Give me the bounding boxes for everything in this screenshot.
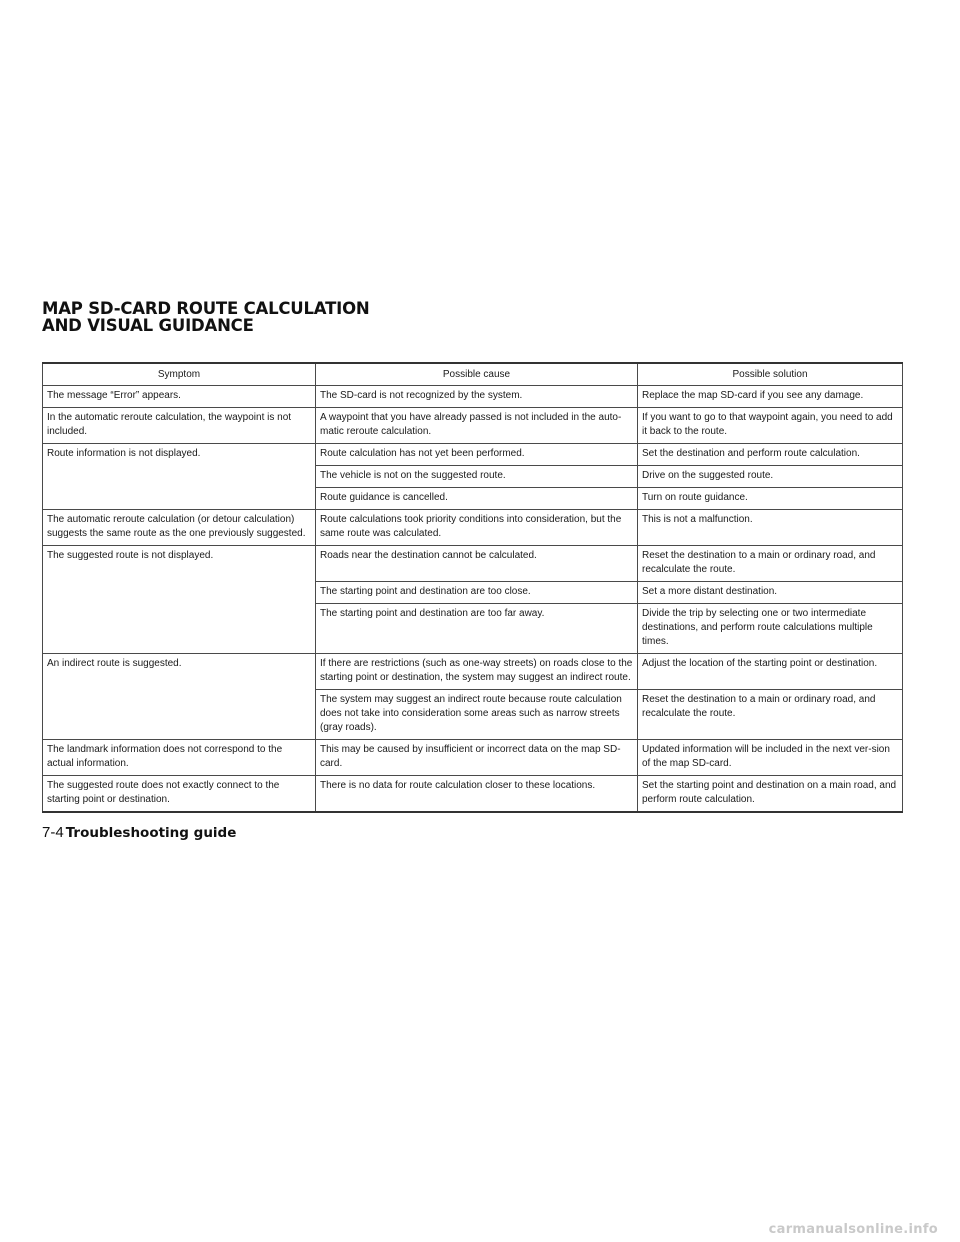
column-header-possible-solution: Possible solution: [638, 363, 903, 386]
section-title-line-1: MAP SD-CARD ROUTE CALCULATION: [42, 299, 370, 318]
table-row: [43, 408, 903, 444]
cause-cell: If there are restrictions (such as one-way streets) on roads close to the starting point or destination, the system may suggest an indirect route.: [316, 654, 638, 690]
table-row: [43, 444, 903, 466]
troubleshooting-table: [42, 362, 903, 813]
cause-cell: There is no data for route calculation closer to these locations.: [316, 776, 638, 813]
table-row: [43, 776, 903, 813]
symptom-cell: An indirect route is suggested.: [43, 654, 316, 740]
solution-cell: Reset the destination to a main or ordinary road, and recalculate the route.: [638, 690, 903, 740]
cause-cell: A waypoint that you have already passed is not included in the auto-matic reroute calculation.: [316, 408, 638, 444]
solution-cell: Set the destination and perform route calculation.: [638, 444, 903, 466]
solution-cell: Set a more distant destination.: [638, 582, 903, 604]
solution-cell: Replace the map SD-card if you see any damage.: [638, 386, 903, 408]
table-row: [43, 740, 903, 776]
cause-cell: The starting point and destination are too close.: [316, 582, 638, 604]
solution-cell: Reset the destination to a main or ordinary road, and recalculate the route.: [638, 546, 903, 582]
symptom-cell: The suggested route is not displayed.: [43, 546, 316, 654]
symptom-cell: In the automatic reroute calculation, the waypoint is not included.: [43, 408, 316, 444]
solution-cell: Set the starting point and destination on a main road, and perform route calculation.: [638, 776, 903, 813]
cause-cell: The vehicle is not on the suggested route.: [316, 466, 638, 488]
symptom-cell: The automatic reroute calculation (or detour calculation) suggests the same route as the one previously suggested.: [43, 510, 316, 546]
solution-cell: If you want to go to that waypoint again, you need to add it back to the route.: [638, 408, 903, 444]
table-row: [43, 386, 903, 408]
table-header-row: [43, 363, 903, 386]
symptom-cell: The message “Error” appears.: [43, 386, 316, 408]
section-title: [42, 300, 370, 334]
cause-cell: Route calculations took priority conditions into consideration, but the same route was calculated.: [316, 510, 638, 546]
chapter-title: Troubleshooting guide: [65, 825, 237, 841]
watermark: carmanualsonline.info: [768, 1222, 938, 1237]
cause-cell: The system may suggest an indirect route because route calculation does not take into consideration some areas such as narrow streets (gray roads).: [316, 690, 638, 740]
symptom-cell: The suggested route does not exactly connect to the starting point or destination.: [43, 776, 316, 813]
column-header-possible-cause: Possible cause: [316, 363, 638, 386]
column-header-symptom: Symptom: [43, 363, 316, 386]
solution-cell: This is not a malfunction.: [638, 510, 903, 546]
solution-cell: Updated information will be included in the next ver-sion of the map SD-card.: [638, 740, 903, 776]
solution-cell: Drive on the suggested route.: [638, 466, 903, 488]
table-row: [43, 654, 903, 690]
solution-cell: Divide the trip by selecting one or two intermediate destinations, and perform route calculations multiple times.: [638, 604, 903, 654]
symptom-cell: The landmark information does not correspond to the actual information.: [43, 740, 316, 776]
cause-cell: Route calculation has not yet been performed.: [316, 444, 638, 466]
cause-cell: The SD-card is not recognized by the system.: [316, 386, 638, 408]
section-title-line-2: AND VISUAL GUIDANCE: [42, 316, 254, 335]
cause-cell: The starting point and destination are too far away.: [316, 604, 638, 654]
cause-cell: Route guidance is cancelled.: [316, 488, 638, 510]
cause-cell: This may be caused by insufficient or incorrect data on the map SD-card.: [316, 740, 638, 776]
page-footer: [42, 824, 236, 841]
table-row: [43, 546, 903, 582]
cause-cell: Roads near the destination cannot be calculated.: [316, 546, 638, 582]
table-row: [43, 510, 903, 546]
page-number: 7-4: [42, 824, 64, 841]
solution-cell: Adjust the location of the starting point or destination.: [638, 654, 903, 690]
symptom-cell: Route information is not displayed.: [43, 444, 316, 510]
solution-cell: Turn on route guidance.: [638, 488, 903, 510]
